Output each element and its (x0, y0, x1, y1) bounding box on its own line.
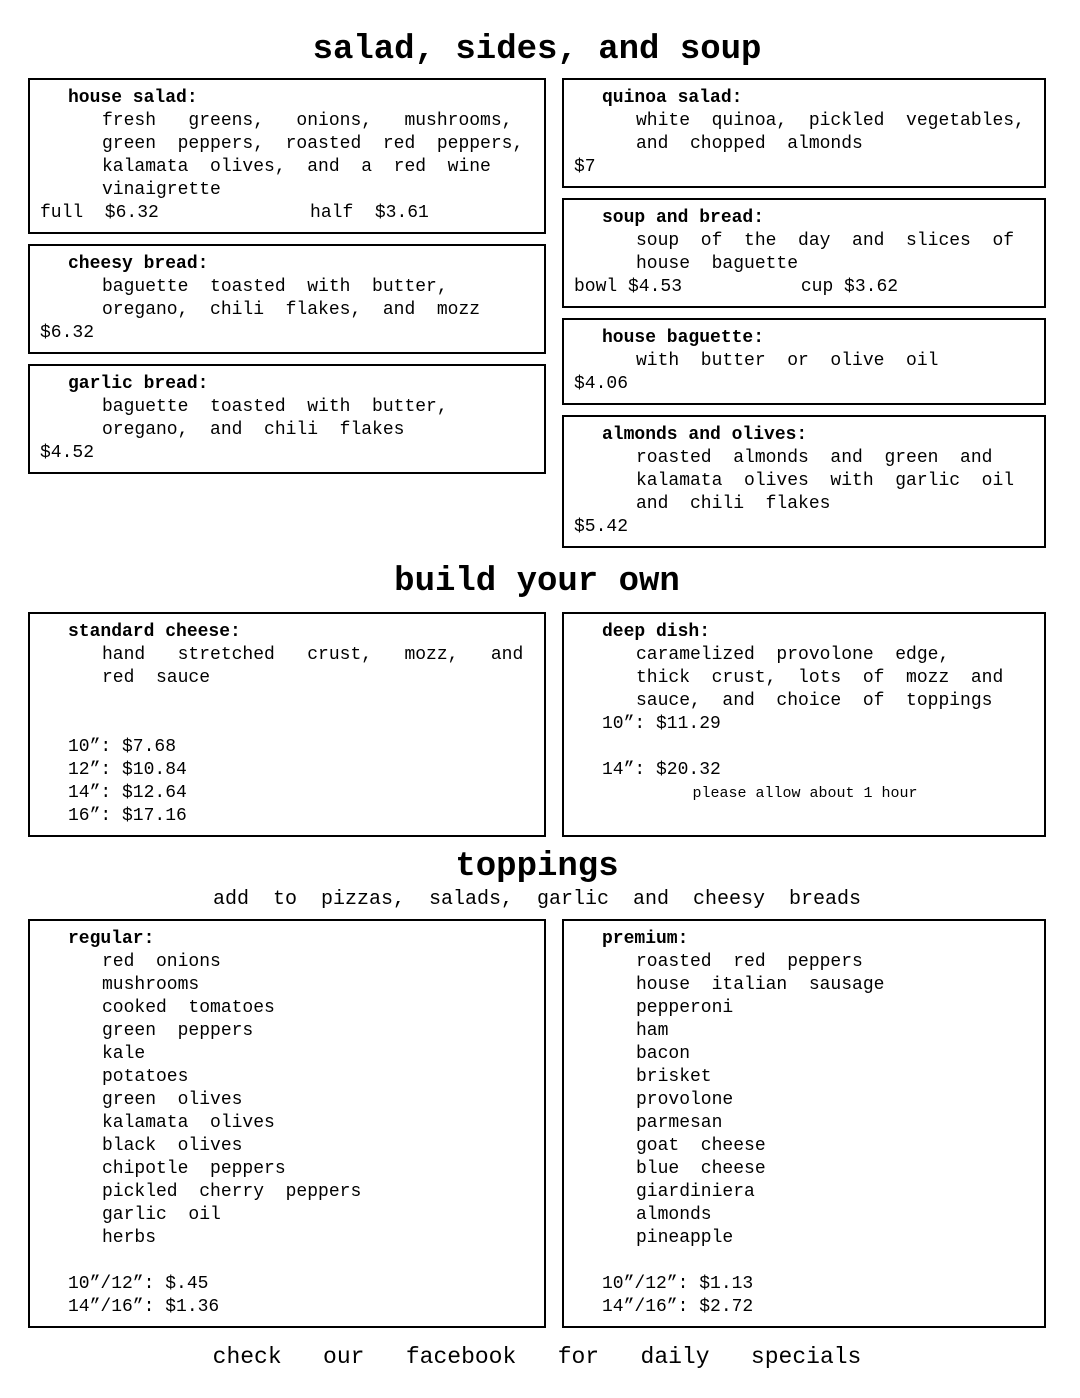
item-description-line: roasted almonds and green and (636, 448, 993, 468)
section-title-toppings: toppings (455, 848, 619, 886)
item-title: quinoa salad: (602, 88, 743, 108)
footer-note: check our facebook for daily specials (212, 1344, 862, 1370)
menu-box-house-baguette (562, 318, 1046, 405)
menu-box-cheesy-bread (28, 244, 546, 354)
item-description-line: almonds (636, 1205, 712, 1225)
item-description-line: kale (102, 1044, 146, 1064)
spacer-line (40, 690, 536, 713)
item-price-line: full $6.32 half $3.61 (40, 203, 429, 223)
item-description-line: oregano, and chili flakes (102, 420, 405, 440)
item-description-line: giardiniera (636, 1182, 755, 1202)
item-description-line: provolone (636, 1090, 734, 1110)
toppings-section-left-column (28, 919, 546, 1328)
item-title: standard cheese: (68, 622, 241, 642)
item-description-line: baguette toasted with butter, (102, 277, 448, 297)
section-build-your-own (28, 612, 1046, 837)
item-title: deep dish: (602, 622, 711, 642)
item-description-line: hand stretched crust, mozz, and (102, 645, 524, 665)
build-section-right-column (562, 612, 1046, 837)
section-title-build-your-own: build your own (394, 563, 680, 601)
item-note: please allow about 1 hour (692, 785, 918, 802)
item-size-price-line: 12”: $10.84 (68, 760, 187, 780)
salad-section-left-column (28, 78, 546, 548)
item-title: regular: (68, 929, 155, 949)
item-description-line: green peppers (102, 1021, 254, 1041)
spacer-line (40, 713, 536, 736)
menu-box-garlic-bread (28, 364, 546, 474)
item-description-line: green olives (102, 1090, 243, 1110)
item-description-line: baguette toasted with butter, (102, 397, 448, 417)
menu-box-almonds-and-olives (562, 415, 1046, 548)
menu-box-soup-and-bread (562, 198, 1046, 308)
item-price-line: $7 (574, 157, 596, 177)
item-size-price-line: 14”: $12.64 (68, 783, 187, 803)
item-description-line: herbs (102, 1228, 157, 1248)
section-salad-sides-soup (28, 78, 1046, 548)
item-title: almonds and olives: (602, 425, 808, 445)
item-size-price-line: 14”: $20.32 (602, 760, 721, 780)
spacer-line (574, 736, 1036, 759)
item-description-line: fresh greens, onions, mushrooms, (102, 111, 513, 131)
item-description-line: parmesan (636, 1113, 723, 1133)
item-description-line: sauce, and choice of toppings (636, 691, 993, 711)
item-description-line: mushrooms (102, 975, 200, 995)
item-size-price-line: 10”/12”: $1.13 (602, 1274, 754, 1294)
spacer-line (574, 1250, 1036, 1273)
item-description-line: pickled cherry peppers (102, 1182, 362, 1202)
item-description-line: kalamata olives with garlic oil (636, 471, 1015, 491)
item-description-line: roasted red peppers (636, 952, 863, 972)
item-description-line: caramelized provolone edge, (636, 645, 950, 665)
item-price-line: $5.42 (574, 517, 629, 537)
item-size-price-line: 14”/16”: $2.72 (602, 1297, 754, 1317)
item-description-line: and chopped almonds (636, 134, 863, 154)
item-description-line: garlic oil (102, 1205, 221, 1225)
item-description-line: bacon (636, 1044, 691, 1064)
item-description-line: and chili flakes (636, 494, 831, 514)
item-price-line: $4.06 (574, 374, 629, 394)
item-title: cheesy bread: (68, 254, 209, 274)
item-size-price-line: 10”: $7.68 (68, 737, 177, 757)
item-price-line: bowl $4.53 cup $3.62 (574, 277, 899, 297)
item-size-price-line: 10”: $11.29 (602, 714, 721, 734)
item-size-price-line: 14”/16”: $1.36 (68, 1297, 220, 1317)
item-description-line: goat cheese (636, 1136, 766, 1156)
item-description-line: red sauce (102, 668, 211, 688)
build-section-left-column (28, 612, 546, 837)
item-description-line: soup of the day and slices of (636, 231, 1015, 251)
item-description-line: blue cheese (636, 1159, 766, 1179)
item-description-line: black olives (102, 1136, 243, 1156)
menu-box-premium (562, 919, 1046, 1328)
item-title: house salad: (68, 88, 198, 108)
item-title: premium: (602, 929, 689, 949)
item-description-line: oregano, chili flakes, and mozz (102, 300, 481, 320)
item-description-line: kalamata olives (102, 1113, 275, 1133)
item-price-line: $6.32 (40, 323, 95, 343)
item-description-line: cooked tomatoes (102, 998, 275, 1018)
item-size-price-line: 16”: $17.16 (68, 806, 187, 826)
item-title: house baguette: (602, 328, 765, 348)
item-description-line: ham (636, 1021, 669, 1041)
toppings-section-right-column (562, 919, 1046, 1328)
spacer-line (40, 1250, 536, 1273)
item-title: soup and bread: (602, 208, 765, 228)
toppings-subtitle: add to pizzas, salads, garlic and cheesy breads (212, 888, 862, 911)
menu-box-house-salad (28, 78, 546, 234)
item-description-line: green peppers, roasted red peppers, (102, 134, 524, 154)
menu-box-quinoa-salad (562, 78, 1046, 188)
item-description-line: white quinoa, pickled vegetables, (636, 111, 1025, 131)
section-toppings (28, 919, 1046, 1328)
item-size-price-line: 10”/12”: $.45 (68, 1274, 209, 1294)
section-title-salad-sides-soup: salad, sides, and soup (312, 31, 762, 69)
menu-box-standard-cheese (28, 612, 546, 837)
menu-box-regular (28, 919, 546, 1328)
item-description-line: pepperoni (636, 998, 734, 1018)
item-description-line: brisket (636, 1067, 712, 1087)
item-description-line: vinaigrette (102, 180, 221, 200)
item-description-line: house baguette (636, 254, 799, 274)
item-price-line: $4.52 (40, 443, 95, 463)
item-description-line: chipotle peppers (102, 1159, 286, 1179)
menu-box-deep-dish (562, 612, 1046, 837)
item-description-line: with butter or olive oil (636, 351, 939, 371)
item-description-line: red onions (102, 952, 221, 972)
salad-section-right-column (562, 78, 1046, 548)
item-description-line: kalamata olives, and a red wine (102, 157, 491, 177)
item-description-line: potatoes (102, 1067, 189, 1087)
item-description-line: house italian sausage (636, 975, 885, 995)
item-title: garlic bread: (68, 374, 209, 394)
item-description-line: thick crust, lots of mozz and (636, 668, 1004, 688)
item-description-line: pineapple (636, 1228, 734, 1248)
